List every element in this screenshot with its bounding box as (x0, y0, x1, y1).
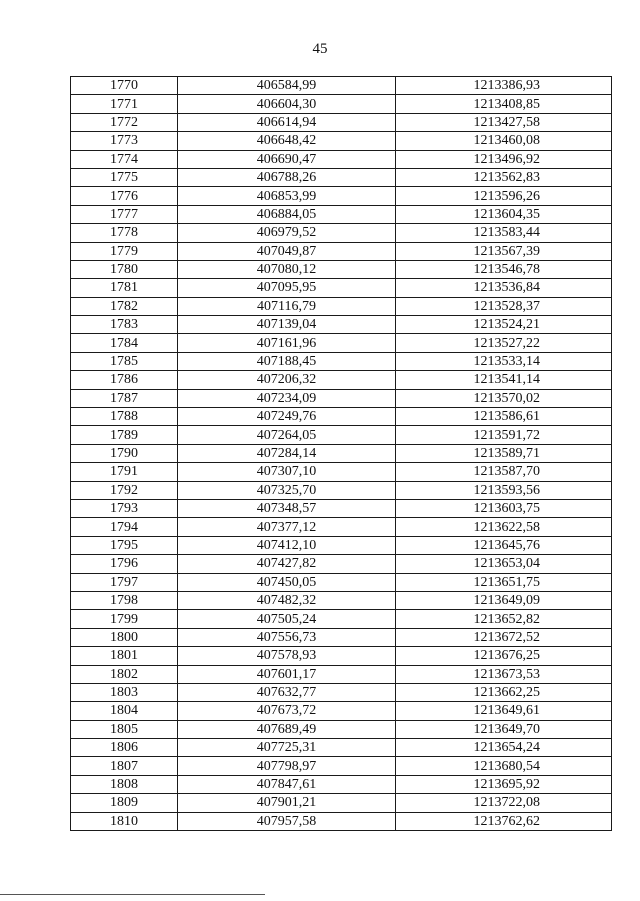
y-coordinate-cell: 1213591,72 (396, 426, 612, 444)
table-row (71, 536, 612, 554)
y-coordinate-cell: 1213570,02 (396, 389, 612, 407)
table-row (71, 702, 612, 720)
table-row (71, 150, 612, 168)
x-coordinate-cell: 407284,14 (178, 444, 396, 462)
point-number-cell: 1781 (71, 279, 178, 297)
y-coordinate-cell: 1213589,71 (396, 444, 612, 462)
point-number-cell: 1783 (71, 316, 178, 334)
x-coordinate-cell: 407080,12 (178, 260, 396, 278)
y-coordinate-cell: 1213427,58 (396, 113, 612, 131)
x-coordinate-cell: 407689,49 (178, 720, 396, 738)
point-number-cell: 1772 (71, 113, 178, 131)
point-number-cell: 1775 (71, 168, 178, 186)
x-coordinate-cell: 406584,99 (178, 77, 396, 95)
x-coordinate-cell: 406884,05 (178, 205, 396, 223)
table-row (71, 132, 612, 150)
page-number: 45 (312, 41, 328, 57)
y-coordinate-cell: 1213536,84 (396, 279, 612, 297)
y-coordinate-cell: 1213541,14 (396, 371, 612, 389)
table-row (71, 334, 612, 352)
table-row (71, 77, 612, 95)
x-coordinate-cell: 407632,77 (178, 683, 396, 701)
x-coordinate-cell: 407673,72 (178, 702, 396, 720)
point-number-cell: 1792 (71, 481, 178, 499)
x-coordinate-cell: 407450,05 (178, 573, 396, 591)
point-number-cell: 1800 (71, 628, 178, 646)
table-row (71, 444, 612, 462)
table-row (71, 665, 612, 683)
x-coordinate-cell: 407957,58 (178, 812, 396, 830)
point-number-cell: 1785 (71, 352, 178, 370)
point-number-cell: 1784 (71, 334, 178, 352)
point-number-cell: 1789 (71, 426, 178, 444)
table-row (71, 628, 612, 646)
point-number-cell: 1778 (71, 224, 178, 242)
point-number-cell: 1808 (71, 775, 178, 793)
y-coordinate-cell: 1213528,37 (396, 297, 612, 315)
y-coordinate-cell: 1213546,78 (396, 260, 612, 278)
x-coordinate-cell: 407847,61 (178, 775, 396, 793)
point-number-cell: 1786 (71, 371, 178, 389)
table-row (71, 610, 612, 628)
table-row (71, 224, 612, 242)
y-coordinate-cell: 1213496,92 (396, 150, 612, 168)
point-number-cell: 1806 (71, 739, 178, 757)
table-row (71, 591, 612, 609)
table-row (71, 95, 612, 113)
point-number-cell: 1810 (71, 812, 178, 830)
point-number-cell: 1805 (71, 720, 178, 738)
x-coordinate-cell: 407161,96 (178, 334, 396, 352)
point-number-cell: 1777 (71, 205, 178, 223)
x-coordinate-cell: 407901,21 (178, 794, 396, 812)
table-row (71, 739, 612, 757)
point-number-cell: 1780 (71, 260, 178, 278)
point-number-cell: 1794 (71, 518, 178, 536)
table-row (71, 683, 612, 701)
y-coordinate-cell: 1213527,22 (396, 334, 612, 352)
point-number-cell: 1797 (71, 573, 178, 591)
table-row (71, 242, 612, 260)
y-coordinate-cell: 1213645,76 (396, 536, 612, 554)
coordinates-table (70, 76, 612, 831)
y-coordinate-cell: 1213649,70 (396, 720, 612, 738)
point-number-cell: 1788 (71, 408, 178, 426)
point-number-cell: 1790 (71, 444, 178, 462)
y-coordinate-cell: 1213596,26 (396, 187, 612, 205)
x-coordinate-cell: 407264,05 (178, 426, 396, 444)
x-coordinate-cell: 406853,99 (178, 187, 396, 205)
x-coordinate-cell: 407482,32 (178, 591, 396, 609)
x-coordinate-cell: 407325,70 (178, 481, 396, 499)
table-row (71, 113, 612, 131)
y-coordinate-cell: 1213673,53 (396, 665, 612, 683)
y-coordinate-cell: 1213533,14 (396, 352, 612, 370)
table-row (71, 279, 612, 297)
point-number-cell: 1791 (71, 463, 178, 481)
x-coordinate-cell: 406788,26 (178, 168, 396, 186)
x-coordinate-cell: 406604,30 (178, 95, 396, 113)
point-number-cell: 1776 (71, 187, 178, 205)
point-number-cell: 1798 (71, 591, 178, 609)
y-coordinate-cell: 1213586,61 (396, 408, 612, 426)
table-row (71, 408, 612, 426)
table-row (71, 316, 612, 334)
y-coordinate-cell: 1213653,04 (396, 555, 612, 573)
x-coordinate-cell: 406979,52 (178, 224, 396, 242)
table-row (71, 794, 612, 812)
y-coordinate-cell: 1213654,24 (396, 739, 612, 757)
point-number-cell: 1807 (71, 757, 178, 775)
table-row (71, 352, 612, 370)
x-coordinate-cell: 407307,10 (178, 463, 396, 481)
y-coordinate-cell: 1213680,54 (396, 757, 612, 775)
x-coordinate-cell: 407798,97 (178, 757, 396, 775)
table-row (71, 481, 612, 499)
y-coordinate-cell: 1213593,56 (396, 481, 612, 499)
table-row (71, 647, 612, 665)
y-coordinate-cell: 1213622,58 (396, 518, 612, 536)
y-coordinate-cell: 1213587,70 (396, 463, 612, 481)
y-coordinate-cell: 1213583,44 (396, 224, 612, 242)
point-number-cell: 1793 (71, 499, 178, 517)
x-coordinate-cell: 406614,94 (178, 113, 396, 131)
x-coordinate-cell: 407412,10 (178, 536, 396, 554)
point-number-cell: 1802 (71, 665, 178, 683)
y-coordinate-cell: 1213722,08 (396, 794, 612, 812)
y-coordinate-cell: 1213562,83 (396, 168, 612, 186)
x-coordinate-cell: 407049,87 (178, 242, 396, 260)
coordinates-table-body (71, 77, 612, 831)
x-coordinate-cell: 407348,57 (178, 499, 396, 517)
point-number-cell: 1804 (71, 702, 178, 720)
x-coordinate-cell: 407234,09 (178, 389, 396, 407)
table-row (71, 555, 612, 573)
y-coordinate-cell: 1213604,35 (396, 205, 612, 223)
point-number-cell: 1809 (71, 794, 178, 812)
table-row (71, 426, 612, 444)
y-coordinate-cell: 1213408,85 (396, 95, 612, 113)
table-row (71, 371, 612, 389)
table-row (71, 720, 612, 738)
x-coordinate-cell: 407139,04 (178, 316, 396, 334)
y-coordinate-cell: 1213386,93 (396, 77, 612, 95)
x-coordinate-cell: 407377,12 (178, 518, 396, 536)
x-coordinate-cell: 407505,24 (178, 610, 396, 628)
y-coordinate-cell: 1213524,21 (396, 316, 612, 334)
table-row (71, 757, 612, 775)
table-row (71, 205, 612, 223)
table-row (71, 518, 612, 536)
y-coordinate-cell: 1213695,92 (396, 775, 612, 793)
table-row (71, 297, 612, 315)
table-row (71, 168, 612, 186)
table-row (71, 573, 612, 591)
y-coordinate-cell: 1213652,82 (396, 610, 612, 628)
y-coordinate-cell: 1213662,25 (396, 683, 612, 701)
y-coordinate-cell: 1213651,75 (396, 573, 612, 591)
x-coordinate-cell: 407578,93 (178, 647, 396, 665)
point-number-cell: 1795 (71, 536, 178, 554)
table-row (71, 812, 612, 830)
x-coordinate-cell: 407725,31 (178, 739, 396, 757)
x-coordinate-cell: 407206,32 (178, 371, 396, 389)
y-coordinate-cell: 1213649,61 (396, 702, 612, 720)
point-number-cell: 1779 (71, 242, 178, 260)
point-number-cell: 1771 (71, 95, 178, 113)
table-row (71, 775, 612, 793)
x-coordinate-cell: 407601,17 (178, 665, 396, 683)
y-coordinate-cell: 1213672,52 (396, 628, 612, 646)
x-coordinate-cell: 407427,82 (178, 555, 396, 573)
x-coordinate-cell: 407095,95 (178, 279, 396, 297)
y-coordinate-cell: 1213649,09 (396, 591, 612, 609)
point-number-cell: 1796 (71, 555, 178, 573)
y-coordinate-cell: 1213676,25 (396, 647, 612, 665)
table-row (71, 389, 612, 407)
y-coordinate-cell: 1213460,08 (396, 132, 612, 150)
x-coordinate-cell: 406690,47 (178, 150, 396, 168)
footer-divider (0, 894, 265, 895)
table-row (71, 260, 612, 278)
table-row (71, 499, 612, 517)
point-number-cell: 1773 (71, 132, 178, 150)
x-coordinate-cell: 407556,73 (178, 628, 396, 646)
point-number-cell: 1774 (71, 150, 178, 168)
point-number-cell: 1803 (71, 683, 178, 701)
y-coordinate-cell: 1213762,62 (396, 812, 612, 830)
point-number-cell: 1801 (71, 647, 178, 665)
point-number-cell: 1782 (71, 297, 178, 315)
x-coordinate-cell: 407249,76 (178, 408, 396, 426)
x-coordinate-cell: 407116,79 (178, 297, 396, 315)
x-coordinate-cell: 407188,45 (178, 352, 396, 370)
point-number-cell: 1770 (71, 77, 178, 95)
point-number-cell: 1799 (71, 610, 178, 628)
table-row (71, 187, 612, 205)
table-row (71, 463, 612, 481)
y-coordinate-cell: 1213603,75 (396, 499, 612, 517)
y-coordinate-cell: 1213567,39 (396, 242, 612, 260)
point-number-cell: 1787 (71, 389, 178, 407)
x-coordinate-cell: 406648,42 (178, 132, 396, 150)
